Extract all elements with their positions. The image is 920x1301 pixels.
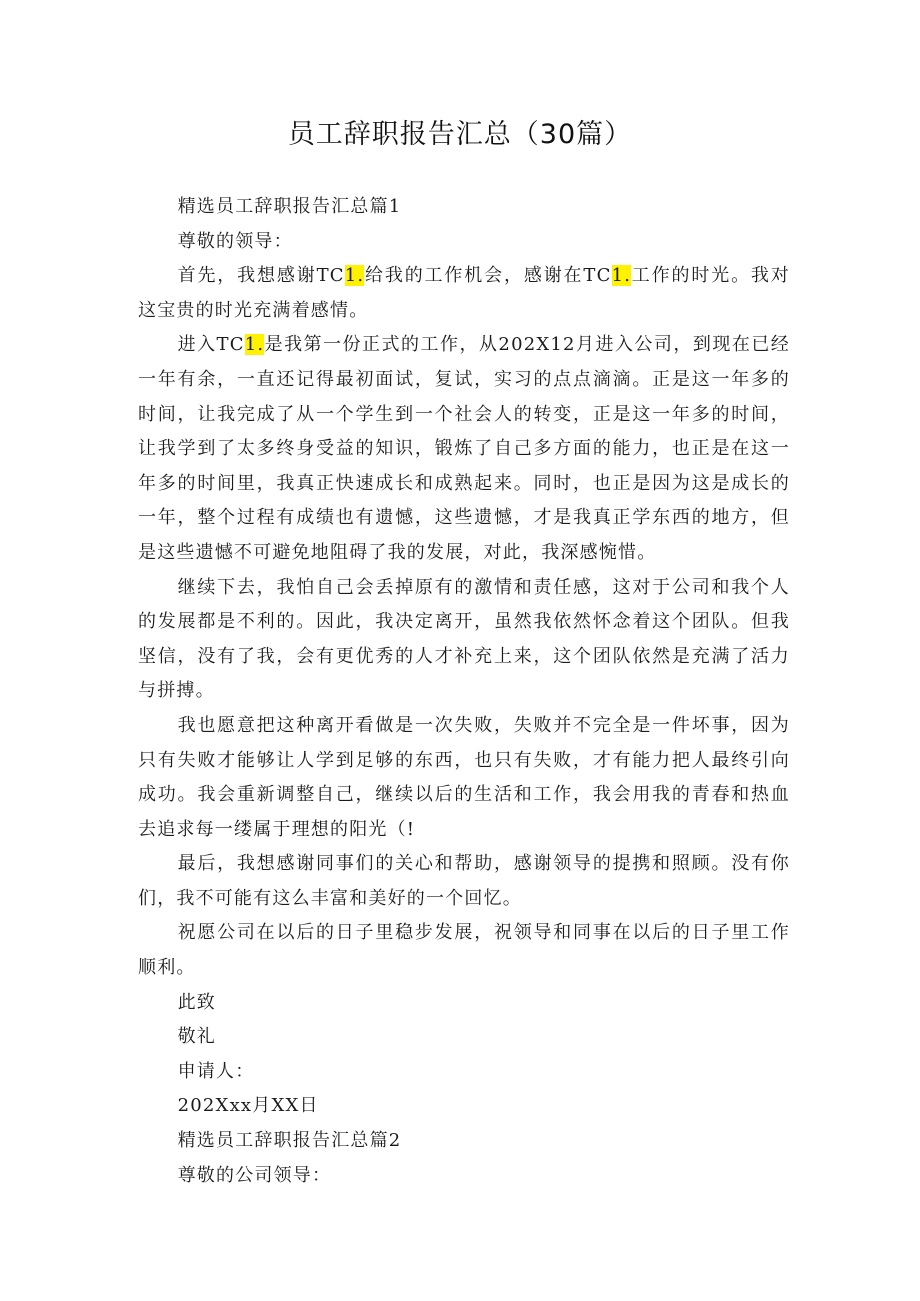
- paragraph-decision: 继续下去，我怕自己会丢掉原有的激情和责任感，这对于公司和我个人的发展都是不利的。因此，我决定离开，虽然我依然怀念着这个团队。但我坚信，没有了我，会有更优秀的人才补充上来，这个团队依然是充满了活力与拼搏。: [138, 576, 790, 702]
- document-title: 员工辞职报告汇总（30篇）: [287, 119, 633, 150]
- paragraph-experience: [138, 328, 790, 570]
- salutation-1: 尊敬的领导：: [177, 230, 293, 252]
- closing-line-2: 敬礼: [177, 1026, 216, 1048]
- text-segment: 给我的工作机会，感谢在TC: [364, 265, 612, 287]
- paragraph-thanks: [138, 259, 790, 328]
- paragraph-wishes: 祝愿公司在以后的日子里稳步发展，祝领导和同事在以后的日子里工作顺利。: [138, 922, 790, 979]
- date-line: 202Xxx月XX日: [177, 1095, 319, 1117]
- text-segment: 首先，我想感谢TC: [177, 265, 345, 287]
- text-segment: 是我第一份正式的工作，从202X12月进入公司，到现在已经一年有余，一直还记得最初面试，复试，实习的点点滴滴。正是这一年多的时间，让我完成了从一个学生到一个社会人的转变，正是这一年多的时间，让我学到了太多终身受益的知识，锻炼了自己多方面的能力，也正是在这一年多的时间里，我真正快速成长和成熟起来。同时，也正是因为这是成长的一年，整个过程有成绩也有遗憾，这些遗憾，才是我真正学东西的地方，但是这些遗憾不可避免地阻碍了我的发展，对此，我深感惋惜。: [138, 334, 791, 563]
- section-heading-2: 精选员工辞职报告汇总篇2: [177, 1130, 402, 1152]
- closing-line-1: 此致: [177, 991, 216, 1013]
- highlighted-text: 1.: [611, 265, 632, 287]
- document-body: [138, 190, 790, 1193]
- text-segment: 进入TC: [177, 334, 245, 356]
- text-segment: 工作的时光。我对这宝贵的时光充满着感情。: [138, 265, 790, 321]
- highlighted-text: 1.: [244, 334, 265, 356]
- applicant-label: 申请人：: [177, 1060, 255, 1082]
- paragraph-gratitude: 最后，我想感谢同事们的关心和帮助，感谢领导的提携和照顾。没有你们，我不可能有这么丰富和美好的一个回忆。: [138, 853, 790, 909]
- paragraph-failure: 我也愿意把这种离开看做是一次失败，失败并不完全是一件坏事，因为只有失败才能够让人学到足够的东西，也只有失败，才有能力把人最终引向成功。我会重新调整自己，继续以后的生活和工作，我会用我的青春和热血去追求每一缕属于理想的阳光（!: [138, 714, 790, 840]
- salutation-2: 尊敬的公司领导：: [177, 1164, 332, 1186]
- section-heading-1: 精选员工辞职报告汇总篇1: [177, 196, 402, 217]
- highlighted-text: 1.: [344, 265, 365, 287]
